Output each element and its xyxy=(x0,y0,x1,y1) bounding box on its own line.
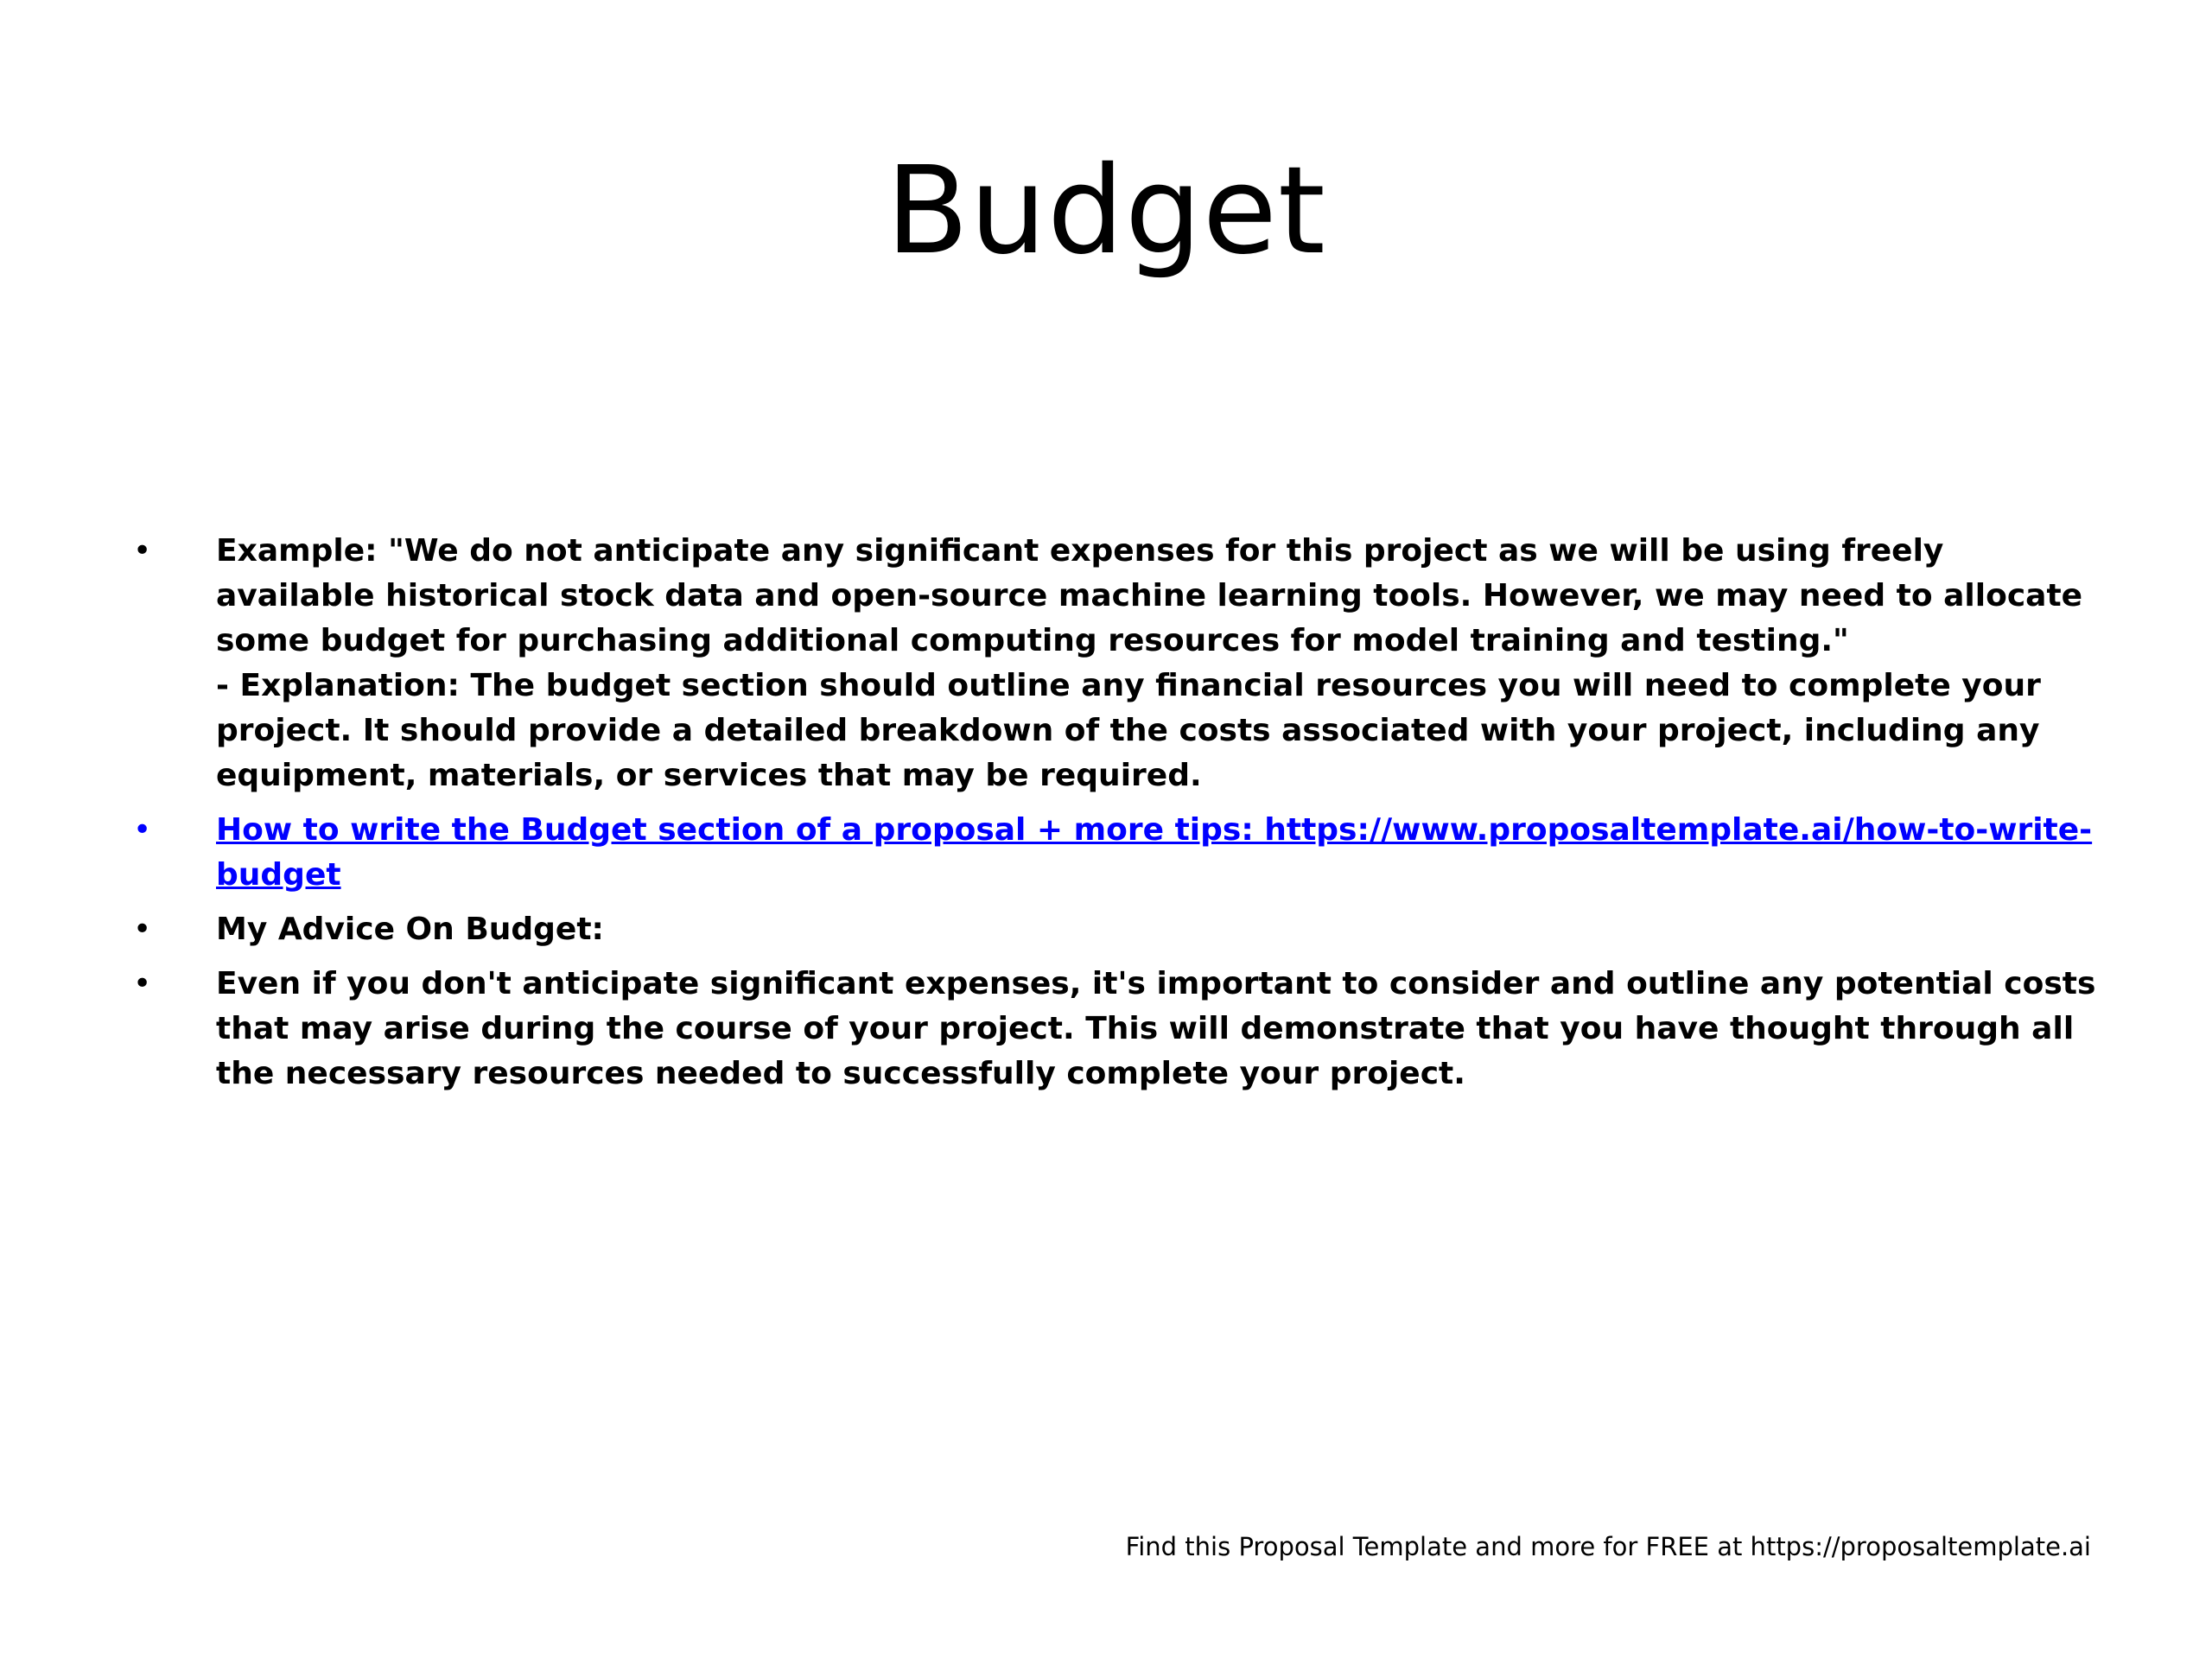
how-to-write-budget-link[interactable]: How to write the Budget section of a proposal + more tips: https://www.proposaltemplate.ai/how-to-write-budget xyxy=(216,812,2093,893)
bullet-item-advice-heading xyxy=(130,907,2100,952)
advice-text: Even if you don't anticipate significant expenses, it's important to consider and outline any potential costs that may arise during the course of your project. This will demonstrate that you have thought through all the necessary resources needed to successfully complete your project. xyxy=(216,966,2096,1091)
bullet-item-example xyxy=(130,529,2100,798)
footer-text: Find this Proposal Template and more for FREE at https://proposaltemplate.ai xyxy=(1125,1532,2091,1561)
bullet-item-link xyxy=(130,808,2100,898)
slide-title: Budget xyxy=(886,141,1326,282)
explanation-text: - Explanation: The budget section should outline any financial resources you will need to complete your project. It should provide a detailed breakdown of the costs associated with your project, including any equipment, materials, or services that may be required. xyxy=(216,668,2041,793)
bullet-marker: • xyxy=(133,533,152,569)
advice-heading: My Advice On Budget: xyxy=(216,912,604,947)
bullet-marker: • xyxy=(133,912,152,947)
bullet-marker: • xyxy=(133,966,152,1001)
example-text: Example: "We do not anticipate any significant expenses for this project as we will be using freely available historical stock data and open-source machine learning tools. However, we may need to allocate some budget for purchasing additional computing resources for model training and testing." xyxy=(216,533,2083,658)
bullet-marker: • xyxy=(133,812,152,848)
bullet-item-advice xyxy=(130,962,2100,1096)
bullet-list xyxy=(130,529,2100,1106)
